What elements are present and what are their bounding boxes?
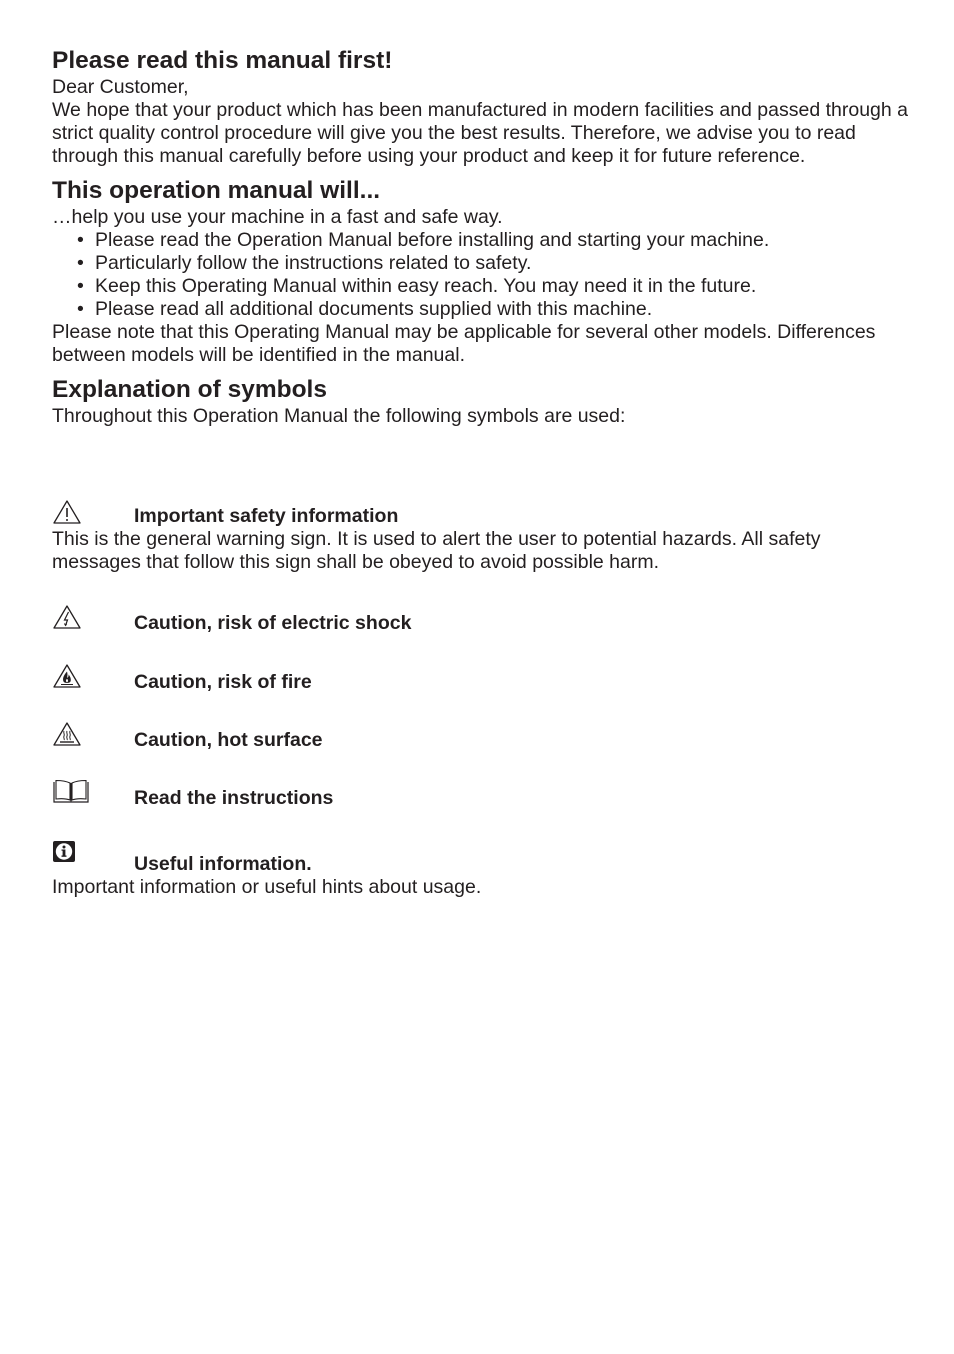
- manual-heading: This operation manual will...: [52, 177, 381, 204]
- manual-section: [52, 176, 912, 367]
- symbol-read-instructions: [52, 786, 912, 810]
- symbol-title: Important safety information: [134, 505, 399, 527]
- symbol-useful-info: [52, 852, 912, 899]
- manual-bullet-list: [52, 229, 912, 321]
- book-icon: [52, 779, 90, 805]
- symbols-lead: Throughout this Operation Manual the following symbols are used:: [52, 405, 626, 427]
- bullet-text: Please read all additional documents supplied with this machine.: [95, 298, 653, 320]
- intro-heading: Please read this manual first!: [52, 47, 393, 74]
- bullet-text: Particularly follow the instructions related to safety.: [95, 252, 532, 274]
- symbol-title: Read the instructions: [134, 787, 334, 809]
- symbol-electric-shock: [52, 611, 912, 635]
- symbols-heading: Explanation of symbols: [52, 376, 327, 403]
- manual-lead: …help you use your machine in a fast and safe way.: [52, 206, 503, 228]
- list-item: • Particularly follow the instructions related to safety.: [77, 252, 532, 274]
- symbol-title: Caution, risk of fire: [134, 671, 312, 693]
- symbols-section: [52, 375, 912, 899]
- symbol-title: Caution, hot surface: [134, 729, 323, 751]
- symbol-hot-surface: [52, 728, 912, 752]
- bullet-text: Please read the Operation Manual before installing and starting your machine.: [95, 229, 770, 251]
- warning-triangle-icon: [52, 499, 82, 525]
- symbol-description: This is the general warning sign. It is used to alert the user to potential hazards. All safety messages that follow this sign shall be obeyed to avoid possible harm.: [52, 528, 821, 573]
- symbol-description: Important information or useful hints about usage.: [52, 876, 482, 898]
- symbol-title: Caution, risk of electric shock: [134, 612, 412, 634]
- electric-shock-icon: [52, 604, 82, 630]
- info-icon: [52, 840, 76, 864]
- bullet-text: Keep this Operating Manual within easy reach. You may need it in the future.: [95, 275, 757, 297]
- list-item: • Please read the Operation Manual before installing and starting your machine.: [77, 229, 770, 251]
- symbol-safety-info: [52, 504, 912, 574]
- hot-surface-icon: [52, 721, 82, 747]
- list-item: • Please read all additional documents supplied with this machine.: [77, 298, 653, 320]
- fire-hazard-icon: [52, 663, 82, 689]
- symbol-title: Useful information.: [134, 853, 312, 875]
- intro-body: We hope that your product which has been manufactured in modern facilities and passed through a strict quality control procedure will give you the best results. Therefore, we advise you to read through this manual carefully before using your product and keep it for future reference.: [52, 99, 909, 167]
- intro-greeting: Dear Customer,: [52, 76, 189, 98]
- list-item: • Keep this Operating Manual within easy reach. You may need it in the future.: [77, 275, 757, 297]
- intro-section: [52, 46, 912, 168]
- manual-page: [52, 46, 912, 899]
- symbol-fire: [52, 670, 912, 694]
- manual-note: Please note that this Operating Manual may be applicable for several other models. Differences between models will be identified in the manual.: [52, 321, 876, 366]
